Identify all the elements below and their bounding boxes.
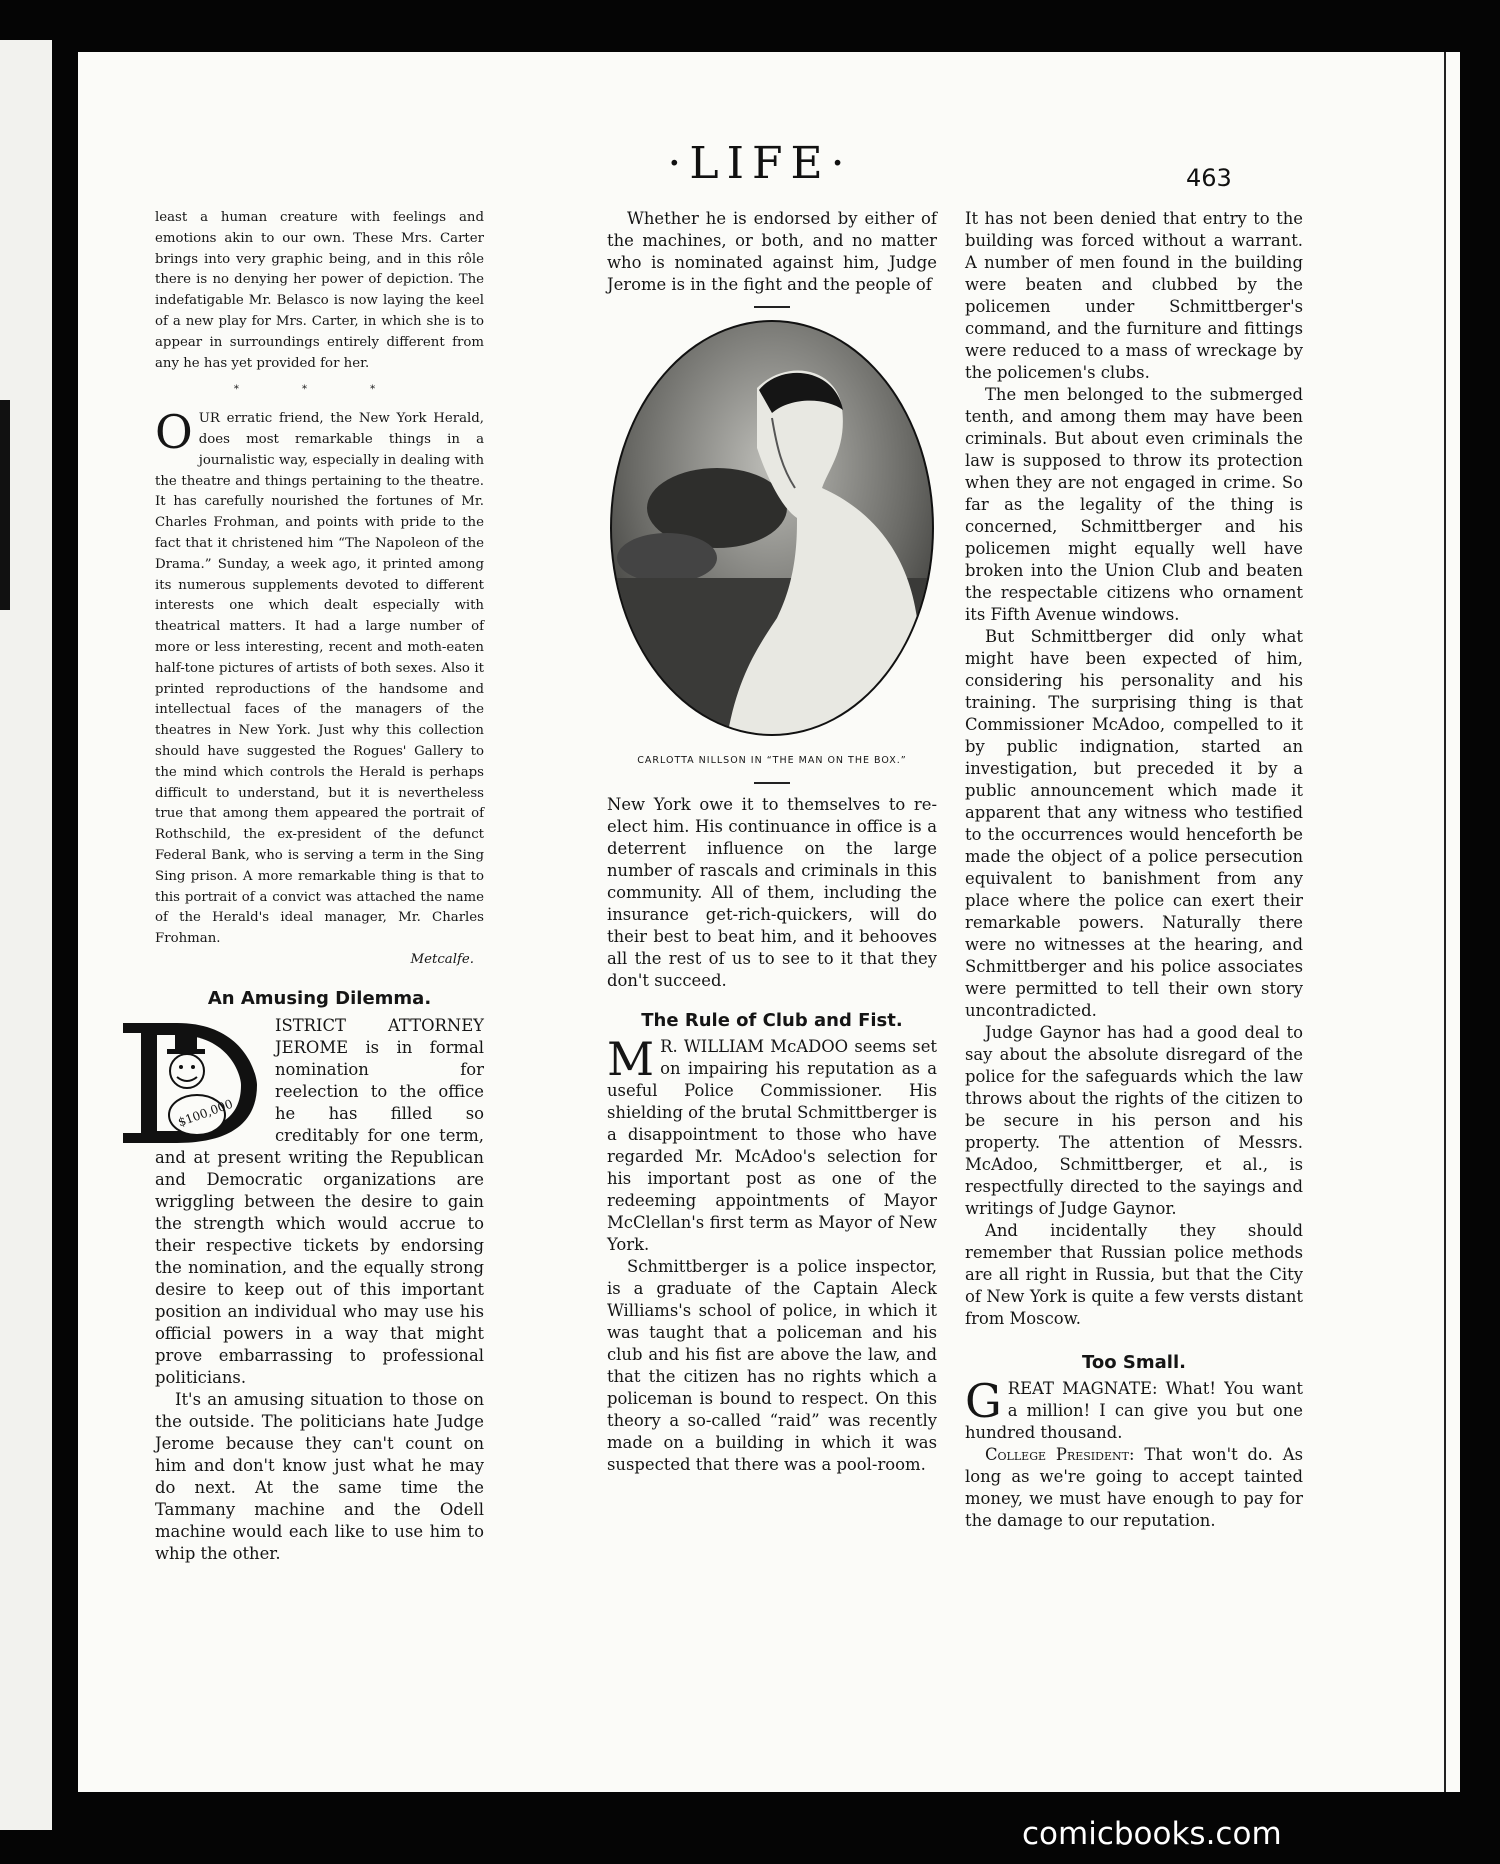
divider — [754, 782, 790, 784]
column-right — [965, 208, 1303, 1532]
oval-portrait-image — [607, 318, 937, 738]
paragraph-magnate — [965, 1374, 1303, 1444]
paragraph: Schmittberger is a police inspector, is a graduate of the Captain Aleck Williams's school of police, in which it was taught that a policeman and his club and his fist are above the law, and that the citizen has no rights which a policeman is bound to respect. On this theory a so-called “raid” was recently made on a building in which it was suspected that there was a pool-room. — [607, 1257, 937, 1474]
paragraph: It's an amusing situation to those on the outside. The politicians hate Judge Jerome because they can't count on him and don't know just what he may do next. At the same time the Tammany machine and the Odell machine would each like to use him to whip the other. — [155, 1390, 484, 1564]
section-separator: * * * — [233, 384, 406, 396]
page-edge-mark — [0, 400, 10, 610]
page-border-rule — [1444, 52, 1446, 1792]
speaker-name: College President — [985, 1445, 1129, 1464]
money-bag-label: $100,000 — [176, 1097, 235, 1130]
article-heading: Too Small. — [1082, 1352, 1186, 1373]
paragraph-text: R. WILLIAM McADOO seems set on impairing his reputation as a useful Police Commissioner. His shielding of the brutal Schmittberger is a disappointment to those who have regarded Mr. McAdoo's selection for his important post as one of the redeeming appointments of Mayor McClellan's first term as Mayor of New York. — [607, 1037, 937, 1254]
adjacent-page-edge — [0, 40, 52, 1830]
article-heading: The Rule of Club and Fist. — [641, 1010, 903, 1031]
divider — [754, 306, 790, 308]
paragraph-mcadoo — [607, 1032, 937, 1256]
page-number: 463 — [1186, 164, 1232, 192]
paragraph-text: ISTRICT ATTORNEY JEROME is in formal nomination for reelection to the office he has filled so creditably for one term, and at present writing the Republican and Democratic organizations are wriggling between the desire to gain the strength which would accrue to their respective tickets by endorsing the nomination, and the equally strong desire to keep out of this important position an individual who may use his official powers in a way that might prove embarrassing to professional politicians. — [155, 1016, 484, 1388]
paragraph-text: REAT MAGNATE: What! You want a million! I can give you but one hundred thousand. — [965, 1379, 1303, 1442]
paragraph-college-president — [965, 1444, 1303, 1532]
portrait-photo — [607, 318, 937, 738]
photo-caption: CARLOTTA NILLSON IN “THE MAN ON THE BOX.” — [637, 755, 907, 766]
paragraph: It has not been denied that entry to the building was forced without a warrant. A number of men found in the building were beaten and clubbed by the policemen under Schmittberger's command, and the furniture and fittings were reduced to a mass of wreckage by the policemen's clubs. — [965, 209, 1303, 382]
author-signature: Metcalfe. — [410, 951, 474, 967]
paragraph-dilemma — [155, 1015, 484, 1389]
drop-cap: O — [155, 405, 193, 460]
paragraph: Judge Gaynor has had a good deal to say about the absolute disregard of the police for the safeguards which the law throws about the rights of the citizen to be secure in his person and his property. The attention of Messrs. McAdoo, Schmittberger, et al., is respectfully directed to the sayings and writings of Judge Gaynor. — [965, 1023, 1303, 1218]
column-left — [155, 208, 484, 1565]
paragraph: The men belonged to the submerged tenth, and among them may have been criminals. But about even criminals the law is supposed to throw its protection when they are not engaged in crime. So far as the legality of the thing is concerned, Schmittberger and his policemen might equally well have broken into the Union Club and beaten the respectable citizens who ornament its Fifth Avenue windows. — [965, 385, 1303, 624]
column-middle — [607, 208, 937, 1476]
drop-cap: M — [607, 1032, 655, 1086]
drop-cap-illustration — [117, 1015, 267, 1145]
paragraph-text: : That won't do. As long as we're going to accept tainted money, we must have enough to pay for the damage to our reputation. — [965, 1445, 1303, 1530]
paragraph-text: UR erratic friend, the New York Herald, does most remarkable things in a journalistic way, especially in dealing with the theatre and things pertaining to the theatre. It has carefully nourished the fortunes of Mr. Charles Frohman, and points with pride to the fact that it christened him “The Napoleon of the Drama.” Sunday, a week ago, it printed among its numerous supplements devoted to different interests one which dealt especially with theatrical matters. It had a large number of more or less interesting, recent and moth-eaten half-tone pictures of artists of both sexes. Also it printed reproductions of the handsome and intellectual faces of the managers of the theatres in New York. Just why this collection should have suggested the Rogues' Gallery to the mind which controls the Herald is perhaps difficult to understand, but it is nevertheless true that among them appeared the portrait of Rothschild, the ex-president of the defunct Federal Bank, who is serving a term in the Sing Sing prison. A more remarkable thing is that to this portrait of a convict was attached the name of the Herald's ideal manager, Mr. Charles Frohman. — [155, 411, 485, 947]
article-heading: An Amusing Dilemma. — [207, 987, 432, 1009]
illustrated-drop-cap-d — [117, 1015, 267, 1145]
paragraph-herald — [155, 405, 485, 950]
paragraph: And incidentally they should remember that Russian police methods are all right in Russia, but that the City of New York is quite a few versts distant from Moscow. — [965, 1221, 1303, 1328]
site-watermark: comicbooks.com — [1022, 1816, 1282, 1852]
paragraph: Whether he is endorsed by either of the machines, or both, and no matter who is nominated against him, Judge Jerome is in the fight and the people of — [607, 209, 937, 294]
paragraph: New York owe it to themselves to re-elect him. His continuance in office is a deterrent influence on the large number of rascals and criminals in this community. All of them, including the insurance get-rich-quickers, will do their best to beat him, and it behooves all the rest of us to see to it that they don't succeed. — [607, 795, 937, 990]
drop-cap: G — [965, 1374, 1002, 1428]
paragraph: least a human creature with feelings and emotions akin to our own. These Mrs. Carter brings into very graphic being, and in this rôle there is no denying her power of depiction. The indefatigable Mr. Belasco is now laying the keel of a new play for Mrs. Carter, in which she is to appear in surroundings entirely different from any he has yet provided for her. — [155, 210, 484, 371]
paragraph: But Schmittberger did only what might have been expected of him, considering his personality and his training. The surprising thing is that Commissioner McAdoo, compelled to it by public indignation, started an investigation, but preceded it by a public announcement which made it apparent that any witness who testified to the occurrences would henceforth be made the object of a police persecution equivalent to banishment from any place where the police can exert their remarkable powers. Naturally there were no witnesses at the hearing, and Schmittberger and his police associates were permitted to tell their own story uncontradicted. — [965, 627, 1303, 1020]
masthead-title: ·LIFE· — [667, 138, 853, 189]
